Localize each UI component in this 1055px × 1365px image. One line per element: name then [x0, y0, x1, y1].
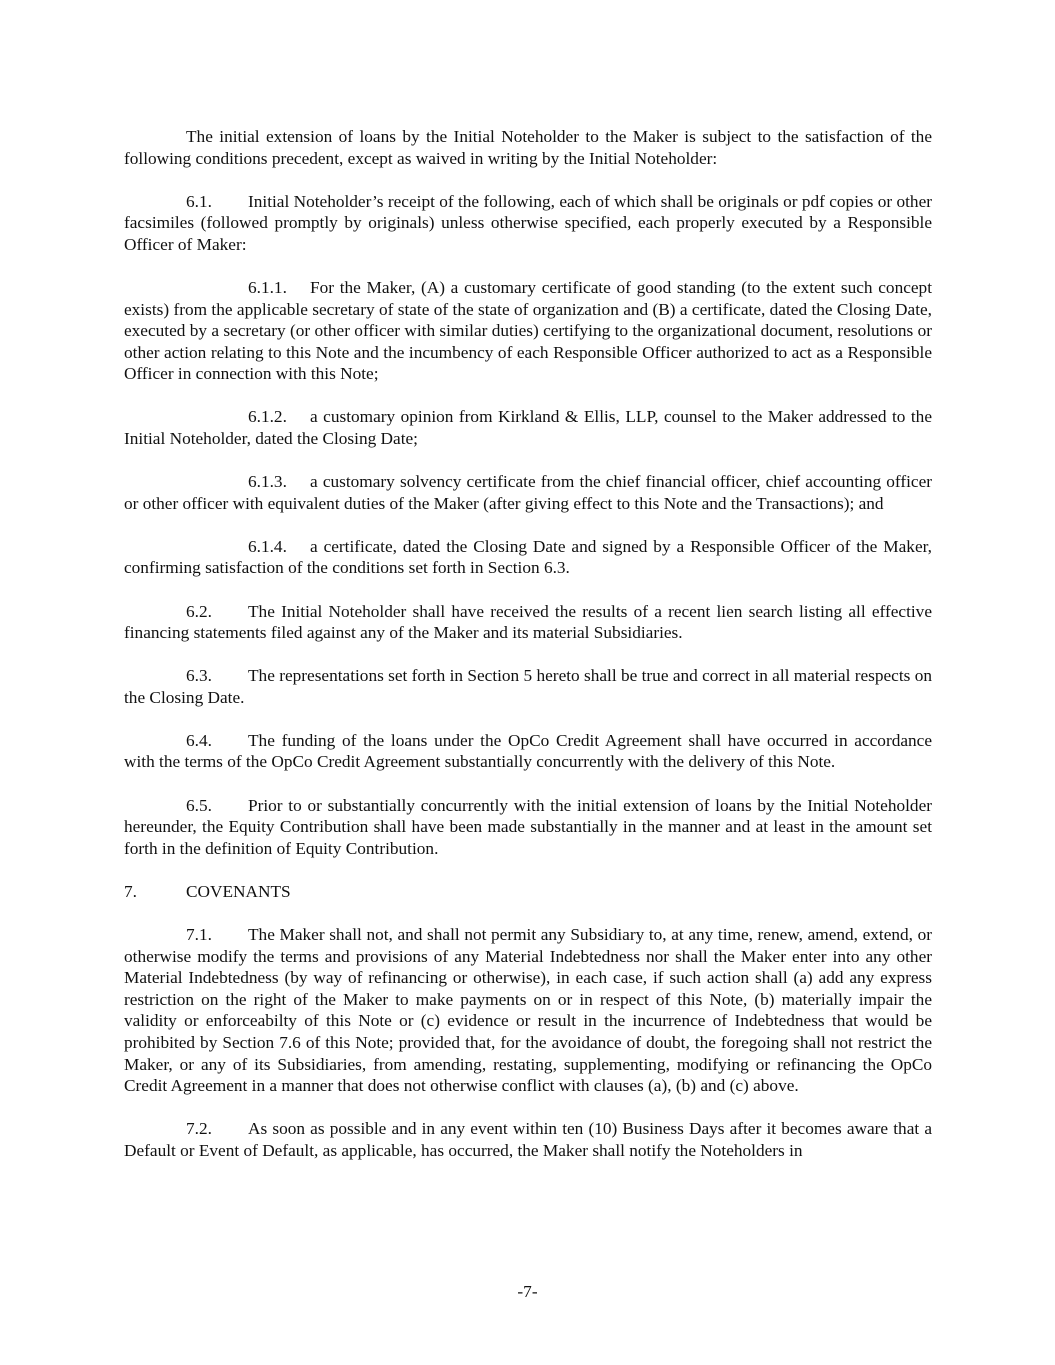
section-number: 7.1. [186, 924, 212, 944]
section-text: The funding of the loans under the OpCo Credit Agreement shall have occurred in accordance with the terms of the OpCo Credit Agreement substantially concurrently with the delivery of this Note. [124, 730, 932, 772]
document-body [124, 126, 932, 1183]
section-6-3 [124, 665, 932, 708]
subsection-text: For the Maker, (A) a customary certificate of good standing (to the extent such concept exists) from the applicable secretary of state of the state of organization and (B) a certificate, dated the Closing Date, executed by a secretary (or other officer with similar duties) certifying to the organizational document, resolutions or other action relating to this Note and the incumbency of each Responsible Officer authorized to act as a Responsible Officer in connection with this Note; [124, 277, 932, 384]
section-6-1 [124, 191, 932, 256]
section-number: 6.5. [186, 795, 212, 815]
section-number: 6.3. [186, 666, 212, 686]
section-7-2 [124, 1118, 932, 1161]
subsection-number: 6.1.1. [248, 277, 287, 297]
section-6-1-1 [124, 277, 932, 385]
section-number: 6.2. [186, 601, 212, 621]
intro-paragraph: The initial extension of loans by the Initial Noteholder to the Maker is subject to the satisfaction of the following conditions precedent, except as waived in writing by the Initial Noteholder: [124, 127, 932, 168]
subsection-text: a customary opinion from Kirkland & Ellis, LLP, counsel to the Maker addressed to the Initial Noteholder, dated the Closing Date; [124, 407, 932, 449]
section-6-4 [124, 730, 932, 773]
section-number: 6.4. [186, 730, 212, 750]
subsection-text: a customary solvency certificate from the chief financial officer, chief accounting officer or other officer with equivalent duties of the Maker (after giving effect to this Note and the Transactions); and [124, 472, 932, 513]
section-6-5 [124, 795, 932, 860]
subsection-number: 6.1.4. [248, 536, 287, 556]
section-text: The Initial Noteholder shall have received the results of a recent lien search listing all effective financing statements filed against any of the Maker and its material Subsidiaries. [124, 601, 932, 643]
subsection-number: 6.1.3. [248, 472, 287, 492]
page-number: -7- [517, 1282, 538, 1301]
section-text: The Maker shall not, and shall not permit any Subsidiary to, at any time, renew, amend, extend, or otherwise modify the terms and provisions of any Material Indebtedness nor shall the Maker enter into any other Material Indebtedness (by way of refinancing or otherwise), in each case, if such action shall (a) add any express restriction on the right of the Maker to make payments on or in respect of this Note, (b) materially impair the validity or enforceabilty of this Note or (c) evidence or result in the incurrence of Indebtedness that would be prohibited by Section 7.6 of this Note; provided that, for the avoidance of doubt, the foregoing shall not restrict the Maker, or any of its Subsidiaries, from amending, restating, supplementing, modifying or refinancing the OpCo Credit Agreement in a manner that does not otherwise conflict with clauses (a), (b) and (c) above. [124, 924, 932, 1096]
section-7-1 [124, 924, 932, 1097]
section-text: Prior to or substantially concurrently with the initial extension of loans by the Initial Noteholder hereunder, the Equity Contribution shall have been made substantially in the manner and at least in the amount set forth in the definition of Equity Contribution. [124, 795, 932, 858]
subsection-number: 6.1.2. [248, 407, 287, 427]
section-6-2 [124, 601, 932, 644]
section-6-1-3 [124, 471, 932, 514]
section-number: 7.2. [186, 1119, 212, 1139]
section-text: Initial Noteholder’s receipt of the following, each of which shall be originals or pdf copies or other facsimiles (followed promptly by originals) unless otherwise specified, each properly executed by a Responsible Officer of Maker: [124, 191, 932, 254]
heading-number: 7. [124, 881, 137, 901]
heading-title: COVENANTS [186, 881, 291, 901]
section-number: 6.1. [186, 191, 212, 211]
section-text: As soon as possible and in any event within ten (10) Business Days after it becomes aware that a Default or Event of Default, as applicable, has occurred, the Maker shall notify the Noteholders in [124, 1119, 932, 1160]
section-6-1-2 [124, 406, 932, 449]
subsection-text: a certificate, dated the Closing Date and signed by a Responsible Officer of the Maker, confirming satisfaction of the conditions set forth in Section 6.3. [124, 536, 932, 578]
section-heading-covenants [124, 881, 932, 903]
section-6-1-4 [124, 536, 932, 579]
section-text: The representations set forth in Section 5 hereto shall be true and correct in all material respects on the Closing Date. [124, 666, 932, 707]
